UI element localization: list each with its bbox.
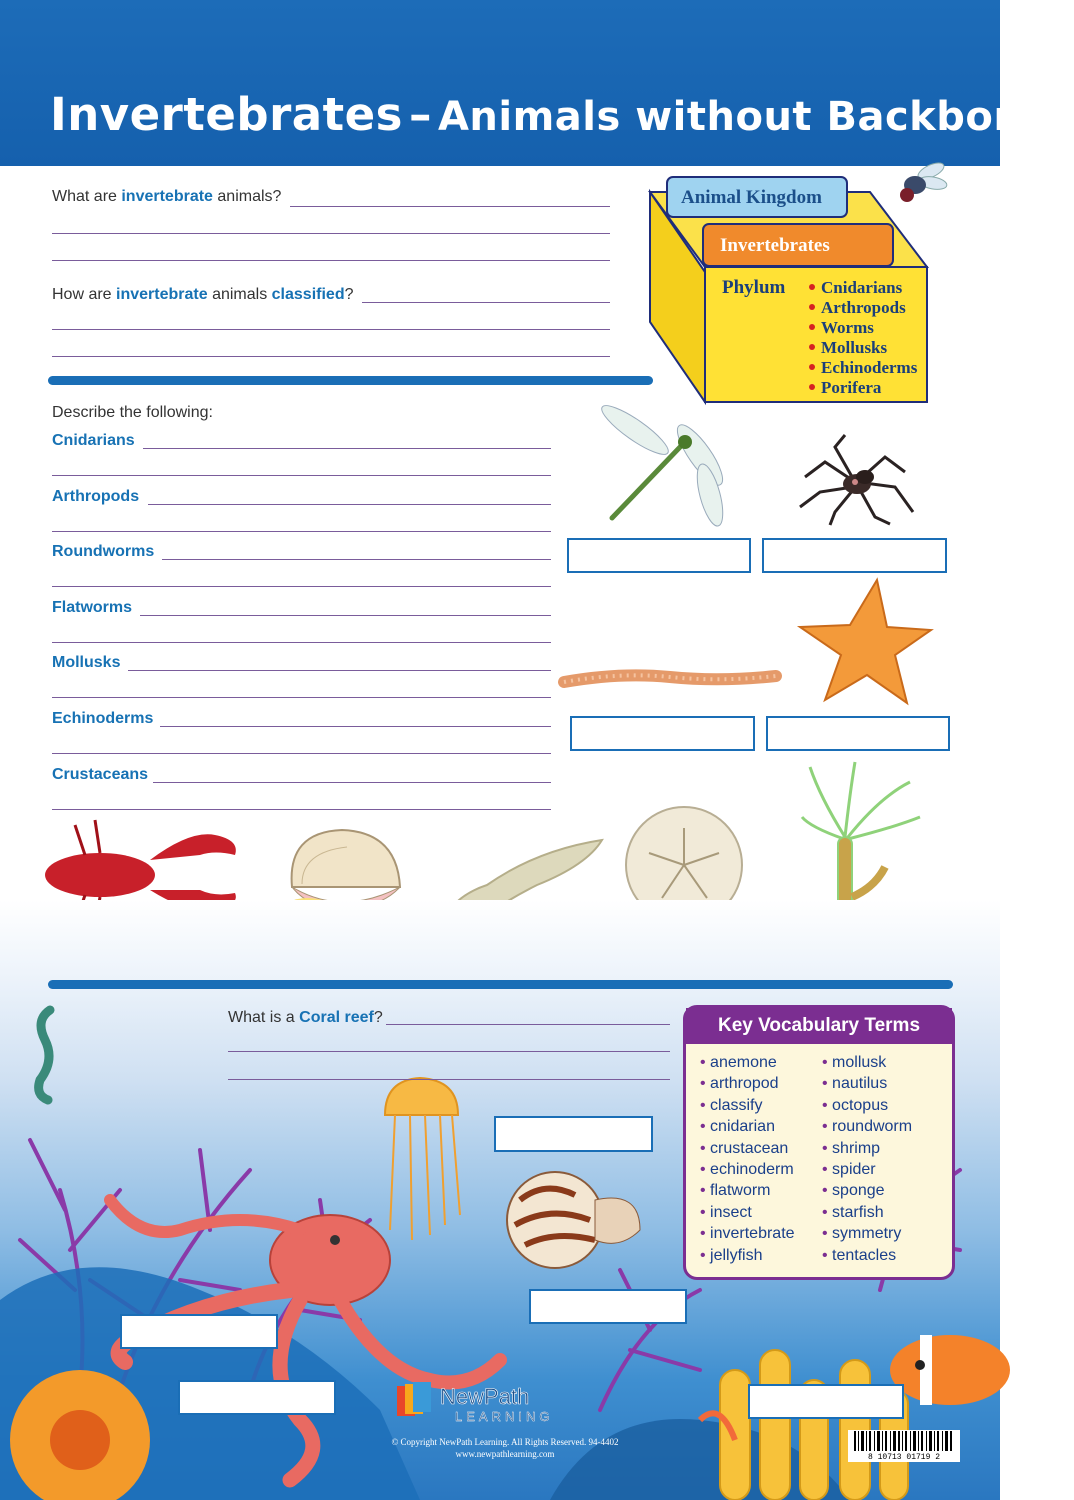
term-mollusks: Mollusks (52, 654, 121, 671)
label-box-roundworm[interactable] (570, 716, 755, 751)
bullet-icon (809, 284, 815, 290)
label-box-starfish[interactable] (766, 716, 950, 751)
vocab-term: • octopus (822, 1095, 944, 1116)
tab-animal-kingdom-label: Animal Kingdom (681, 187, 822, 208)
bullet-icon (809, 324, 815, 330)
vocab-term: • classify (700, 1095, 822, 1116)
phylum-item: Echinoderms (821, 358, 918, 377)
label-box-dragonfly[interactable] (567, 538, 751, 573)
vocab-term: • jellyfish (700, 1245, 822, 1266)
vocab-term: • arthropod (700, 1073, 822, 1094)
answer-line[interactable] (52, 753, 551, 754)
vocabulary-title: Key Vocabulary Terms (686, 1008, 952, 1044)
answer-line[interactable] (52, 233, 610, 234)
question-classified: How are invertebrate animals classified? (52, 286, 354, 303)
starfish-image (795, 575, 935, 710)
title-main: Invertebrates (50, 88, 403, 141)
vocab-term: • sponge (822, 1180, 944, 1201)
phylum-item: Cnidarians (821, 278, 903, 297)
phylum-item: Mollusks (821, 338, 888, 357)
answer-line[interactable] (153, 782, 551, 783)
term-arthropods: Arthropods (52, 488, 140, 505)
copyright-notice: © Copyright NewPath Learning. All Rights Reserved. 94-4402 www.newpathlearning.com (340, 1436, 670, 1460)
answer-line[interactable] (52, 356, 610, 357)
seahorse-icon (39, 1010, 50, 1100)
phylum-item: Worms (821, 318, 874, 337)
vocab-term: • starfish (822, 1202, 944, 1223)
term-roundworms: Roundworms (52, 543, 155, 560)
fly-icon (893, 155, 953, 210)
label-box-octopus[interactable] (120, 1314, 278, 1349)
vocab-term: • mollusk (822, 1052, 944, 1073)
dragonfly-image (590, 400, 735, 530)
term-echinoderms: Echinoderms (52, 710, 154, 727)
jellyfish-icon (385, 1078, 460, 1240)
vocabulary-column-1 (700, 1052, 822, 1266)
newpath-logo (395, 1380, 610, 1425)
bullet-icon (809, 344, 815, 350)
vocab-term: • tentacles (822, 1245, 944, 1266)
term-crustaceans: Crustaceans (52, 766, 149, 783)
yellow-coral-icon (720, 1350, 908, 1500)
answer-line[interactable] (52, 642, 551, 643)
answer-line[interactable] (52, 697, 551, 698)
answer-line[interactable] (52, 260, 610, 261)
nautilus-icon (507, 1172, 640, 1268)
answer-line[interactable] (52, 586, 551, 587)
barcode-icon (848, 1430, 960, 1452)
title-separator: – (408, 88, 432, 141)
spider-image (795, 432, 920, 527)
title-subtitle: Animals without Backbones (437, 94, 1074, 140)
answer-line[interactable] (160, 726, 551, 727)
label-box-jellyfish[interactable] (494, 1116, 653, 1152)
roundworm-image (560, 662, 780, 692)
vocab-term: • spider (822, 1159, 944, 1180)
bullet-icon (809, 304, 815, 310)
barcode (848, 1430, 960, 1462)
vocab-term: • echinoderm (700, 1159, 822, 1180)
vocab-term: • symmetry (822, 1223, 944, 1244)
vocab-term: • shrimp (822, 1138, 944, 1159)
answer-line[interactable] (52, 531, 551, 532)
bullet-icon (809, 384, 815, 390)
answer-line[interactable] (148, 504, 551, 505)
describe-prompt: Describe the following: (52, 404, 213, 421)
answer-line[interactable] (52, 475, 551, 476)
answer-line[interactable] (362, 302, 610, 303)
label-box-shrimp[interactable] (748, 1384, 904, 1419)
vocab-term: • nautilus (822, 1073, 944, 1094)
bullet-icon (809, 364, 815, 370)
section-divider (48, 980, 953, 989)
phylum-label: Phylum (722, 277, 786, 298)
section-divider (48, 376, 653, 385)
question-invertebrates: What are invertebrate animals? (52, 188, 282, 205)
vocabulary-column-2 (822, 1052, 944, 1266)
answer-line[interactable] (128, 670, 551, 671)
answer-line[interactable] (162, 559, 551, 560)
vocab-term: • insect (700, 1202, 822, 1223)
answer-line[interactable] (386, 1024, 670, 1025)
header-banner (0, 0, 1074, 166)
answer-line[interactable] (52, 809, 551, 810)
term-cnidarians: Cnidarians (52, 432, 135, 449)
vocabulary-box (683, 1005, 955, 1280)
svg-text:LEARNING: LEARNING (455, 1409, 554, 1424)
answer-line[interactable] (228, 1051, 670, 1052)
page-title (50, 88, 1074, 141)
tab-invertebrates-label: Invertebrates (720, 235, 830, 256)
answer-line[interactable] (290, 206, 610, 207)
vocab-term: • flatworm (700, 1180, 822, 1201)
label-box-nautilus[interactable] (529, 1289, 687, 1324)
svg-text:NewPath: NewPath (440, 1384, 530, 1409)
vocab-term: • invertebrate (700, 1223, 822, 1244)
vocab-term: • roundworm (822, 1116, 944, 1137)
label-box-spider[interactable] (762, 538, 947, 573)
answer-line[interactable] (143, 448, 551, 449)
answer-line[interactable] (228, 1079, 670, 1080)
label-box-anemone[interactable] (178, 1380, 336, 1415)
answer-line[interactable] (52, 329, 610, 330)
vocab-term: • anemone (700, 1052, 822, 1073)
clownfish-icon (890, 1335, 1010, 1405)
vocab-term: • cnidarian (700, 1116, 822, 1137)
question-coral-reef: What is a Coral reef? (228, 1009, 383, 1026)
vocab-term: • crustacean (700, 1138, 822, 1159)
answer-line[interactable] (140, 615, 551, 616)
website-link[interactable]: www.newpathlearning.com (455, 1449, 555, 1459)
phylum-item: Porifera (821, 378, 882, 397)
phylum-item: Arthropods (821, 298, 906, 317)
barcode-number: 8 10713 01719 2 (848, 1453, 960, 1462)
term-flatworms: Flatworms (52, 599, 133, 616)
